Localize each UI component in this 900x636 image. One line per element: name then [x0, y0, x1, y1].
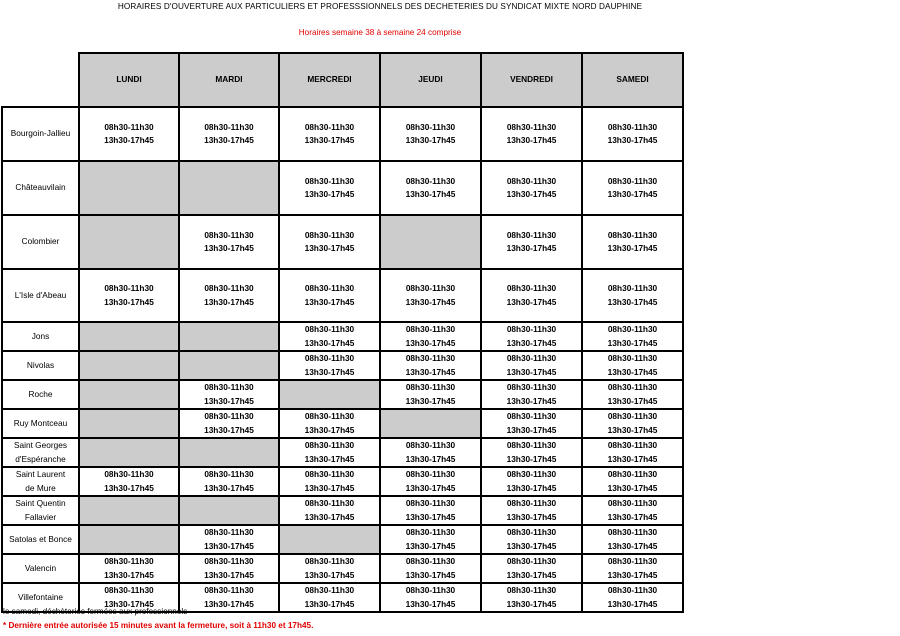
morning-hours: 08h30-11h30: [506, 411, 557, 421]
morning-hours: 08h30-11h30: [405, 324, 456, 334]
afternoon-hours: 13h30-17h45: [204, 482, 254, 493]
afternoon-hours: 13h30-17h45: [405, 366, 456, 377]
saturday-professionals-note: le samedi, déchèteries fermées aux professionnels: [3, 607, 188, 616]
morning-hours: 08h30-11h30: [204, 411, 254, 421]
hours-cell: [481, 467, 582, 496]
morning-hours: 08h30-11h30: [506, 353, 557, 363]
table-row: [2, 215, 683, 269]
site-name-cell: [2, 467, 79, 496]
afternoon-hours: 13h30-17h45: [405, 598, 456, 609]
morning-hours: 08h30-11h30: [405, 469, 456, 479]
site-name-cell: [2, 409, 79, 438]
morning-hours: 08h30-11h30: [204, 283, 254, 293]
morning-hours: 08h30-11h30: [304, 324, 355, 334]
hours-cell: [481, 351, 582, 380]
afternoon-hours: 13h30-17h45: [204, 598, 254, 609]
site-name-line: Ruy Montceau: [13, 417, 68, 428]
site-name-cell: [2, 496, 79, 525]
afternoon-hours: 13h30-17h45: [607, 366, 658, 377]
site-name-cell: [2, 322, 79, 351]
closed-cell: [79, 496, 179, 525]
afternoon-hours: 13h30-17h45: [607, 424, 658, 435]
afternoon-hours: 13h30-17h45: [104, 482, 154, 493]
morning-hours: 08h30-11h30: [104, 556, 154, 566]
morning-hours: 08h30-11h30: [405, 353, 456, 363]
morning-hours: 08h30-11h30: [304, 498, 355, 508]
site-name-line: L'Isle d'Abeau: [14, 289, 67, 300]
afternoon-hours: 13h30-17h45: [607, 189, 658, 199]
afternoon-hours: 13h30-17h45: [405, 395, 456, 406]
site-name-cell: [2, 525, 79, 554]
afternoon-hours: 13h30-17h45: [506, 189, 557, 199]
morning-hours: 08h30-11h30: [304, 121, 355, 132]
morning-hours: 08h30-11h30: [405, 121, 456, 132]
morning-hours: 08h30-11h30: [304, 175, 355, 186]
afternoon-hours: 13h30-17h45: [506, 453, 557, 464]
site-name-line: Fallavier: [24, 511, 57, 522]
closed-cell: [179, 438, 279, 467]
site-name-cell: [2, 215, 79, 269]
hours-cell: [380, 467, 481, 496]
morning-hours: 08h30-11h30: [607, 175, 658, 186]
hours-cell: [179, 583, 279, 612]
afternoon-hours: 13h30-17h45: [607, 540, 658, 551]
site-name-line: Villefontaine: [17, 591, 64, 602]
hours-cell: [179, 380, 279, 409]
hours-cell: [380, 583, 481, 612]
hours-cell: [179, 215, 279, 269]
site-name-line: Saint Quentin: [15, 498, 66, 508]
morning-hours: 08h30-11h30: [506, 283, 557, 293]
hours-cell: [279, 554, 380, 583]
closed-cell: [79, 351, 179, 380]
hours-cell: [481, 496, 582, 525]
morning-hours: 08h30-11h30: [204, 585, 254, 595]
morning-hours: 08h30-11h30: [607, 556, 658, 566]
table-row: [2, 269, 683, 322]
hours-cell: [582, 161, 683, 215]
afternoon-hours: 13h30-17h45: [506, 482, 557, 493]
closed-cell: [279, 525, 380, 554]
morning-hours: 08h30-11h30: [506, 585, 557, 595]
hours-cell: [481, 525, 582, 554]
closed-cell: [79, 215, 179, 269]
hours-cell: [481, 583, 582, 612]
morning-hours: 08h30-11h30: [204, 121, 254, 132]
afternoon-hours: 13h30-17h45: [607, 598, 658, 609]
hours-cell: [279, 467, 380, 496]
hours-cell: [179, 107, 279, 161]
afternoon-hours: 13h30-17h45: [506, 337, 557, 348]
morning-hours: 08h30-11h30: [104, 469, 154, 479]
morning-hours: 08h30-11h30: [204, 229, 254, 240]
morning-hours: 08h30-11h30: [405, 283, 456, 293]
day-header-mardi: MARDI: [179, 53, 279, 107]
site-name-line: Nivolas: [26, 359, 55, 370]
hours-cell: [582, 583, 683, 612]
afternoon-hours: 13h30-17h45: [405, 135, 456, 145]
header-row: [2, 53, 683, 107]
hours-cell: [582, 467, 683, 496]
afternoon-hours: 13h30-17h45: [405, 511, 456, 522]
afternoon-hours: 13h30-17h45: [506, 424, 557, 435]
hours-cell: [481, 269, 582, 322]
site-name-cell: [2, 161, 79, 215]
table-row: [2, 438, 683, 467]
site-name-cell: [2, 380, 79, 409]
afternoon-hours: 13h30-17h45: [405, 337, 456, 348]
hours-cell: [279, 496, 380, 525]
last-entry-note: * Dernière entrée autorisée 15 minutes avant la fermeture, soit à 11h30 et 17h45.: [3, 621, 314, 630]
afternoon-hours: 13h30-17h45: [204, 135, 254, 145]
afternoon-hours: 13h30-17h45: [304, 424, 355, 435]
morning-hours: 08h30-11h30: [304, 411, 355, 421]
afternoon-hours: 13h30-17h45: [104, 135, 154, 145]
hours-cell: [481, 107, 582, 161]
afternoon-hours: 13h30-17h45: [506, 540, 557, 551]
hours-cell: [582, 554, 683, 583]
hours-cell: [79, 467, 179, 496]
afternoon-hours: 13h30-17h45: [304, 135, 355, 145]
morning-hours: 08h30-11h30: [104, 283, 154, 293]
afternoon-hours: 13h30-17h45: [506, 569, 557, 580]
site-name-line: Satolas et Bonce: [9, 533, 72, 544]
hours-cell: [481, 215, 582, 269]
afternoon-hours: 13h30-17h45: [405, 540, 456, 551]
hours-cell: [179, 467, 279, 496]
morning-hours: 08h30-11h30: [204, 469, 254, 479]
day-header-vendredi: VENDREDI: [481, 53, 582, 107]
afternoon-hours: 13h30-17h45: [304, 511, 355, 522]
hours-cell: [481, 380, 582, 409]
site-name-line: Châteauvilain: [15, 182, 66, 193]
day-header-lundi: LUNDI: [79, 53, 179, 107]
morning-hours: 08h30-11h30: [405, 585, 456, 595]
afternoon-hours: 13h30-17h45: [204, 296, 254, 307]
afternoon-hours: 13h30-17h45: [506, 598, 557, 609]
morning-hours: 08h30-11h30: [405, 382, 456, 392]
hours-cell: [582, 107, 683, 161]
hours-cell: [179, 554, 279, 583]
hours-cell: [279, 269, 380, 322]
morning-hours: 08h30-11h30: [104, 121, 154, 132]
afternoon-hours: 13h30-17h45: [607, 511, 658, 522]
morning-hours: 08h30-11h30: [506, 175, 557, 186]
afternoon-hours: 13h30-17h45: [506, 395, 557, 406]
hours-cell: [582, 380, 683, 409]
afternoon-hours: 13h30-17h45: [304, 366, 355, 377]
hours-cell: [481, 554, 582, 583]
morning-hours: 08h30-11h30: [607, 283, 658, 293]
afternoon-hours: 13h30-17h45: [204, 540, 254, 551]
morning-hours: 08h30-11h30: [607, 353, 658, 363]
hours-cell: [380, 322, 481, 351]
morning-hours: 08h30-11h30: [607, 585, 658, 595]
table-row: [2, 496, 683, 525]
morning-hours: 08h30-11h30: [506, 229, 557, 240]
period-subtitle: Horaires semaine 38 à semaine 24 comprise: [298, 28, 462, 37]
afternoon-hours: 13h30-17h45: [405, 189, 456, 199]
morning-hours: 08h30-11h30: [405, 556, 456, 566]
afternoon-hours: 13h30-17h45: [607, 482, 658, 493]
closed-cell: [279, 380, 380, 409]
hours-cell: [582, 351, 683, 380]
hours-cell: [79, 269, 179, 322]
afternoon-hours: 13h30-17h45: [405, 296, 456, 307]
morning-hours: 08h30-11h30: [304, 283, 355, 293]
afternoon-hours: 13h30-17h45: [506, 511, 557, 522]
hours-cell: [582, 409, 683, 438]
hours-cell: [179, 269, 279, 322]
morning-hours: 08h30-11h30: [304, 585, 355, 595]
afternoon-hours: 13h30-17h45: [304, 453, 355, 464]
closed-cell: [179, 351, 279, 380]
closed-cell: [380, 409, 481, 438]
hours-cell: [380, 496, 481, 525]
morning-hours: 08h30-11h30: [304, 353, 355, 363]
afternoon-hours: 13h30-17h45: [405, 569, 456, 580]
afternoon-hours: 13h30-17h45: [607, 243, 658, 253]
table-row: [2, 409, 683, 438]
afternoon-hours: 13h30-17h45: [204, 395, 254, 406]
afternoon-hours: 13h30-17h45: [204, 569, 254, 580]
afternoon-hours: 13h30-17h45: [304, 598, 355, 609]
afternoon-hours: 13h30-17h45: [204, 424, 254, 435]
site-name-line: Jons: [31, 330, 50, 341]
site-name-cell: [2, 351, 79, 380]
morning-hours: 08h30-11h30: [405, 440, 456, 450]
morning-hours: 08h30-11h30: [607, 121, 658, 132]
morning-hours: 08h30-11h30: [506, 527, 557, 537]
table-row: [2, 351, 683, 380]
table-row: [2, 322, 683, 351]
afternoon-hours: 13h30-17h45: [304, 569, 355, 580]
table-row: [2, 380, 683, 409]
hours-cell: [380, 351, 481, 380]
morning-hours: 08h30-11h30: [607, 382, 658, 392]
hours-cell: [279, 409, 380, 438]
closed-cell: [179, 496, 279, 525]
morning-hours: 08h30-11h30: [607, 498, 658, 508]
hours-cell: [582, 438, 683, 467]
morning-hours: 08h30-11h30: [506, 469, 557, 479]
morning-hours: 08h30-11h30: [104, 585, 154, 595]
morning-hours: 08h30-11h30: [607, 527, 658, 537]
hours-cell: [279, 161, 380, 215]
hours-cell: [582, 269, 683, 322]
page-title: HORAIRES D'OUVERTURE AUX PARTICULIERS ET PROFESSSIONNELS DES DECHETERIES DU SYNDICAT MIXTE NORD DAUPHINE: [117, 2, 643, 11]
site-name-line: Saint Laurent: [15, 469, 66, 479]
morning-hours: 08h30-11h30: [607, 469, 658, 479]
hours-cell: [79, 107, 179, 161]
hours-cell: [380, 438, 481, 467]
day-header-jeudi: JEUDI: [380, 53, 481, 107]
morning-hours: 08h30-11h30: [506, 121, 557, 132]
closed-cell: [79, 438, 179, 467]
morning-hours: 08h30-11h30: [607, 411, 658, 421]
morning-hours: 08h30-11h30: [607, 324, 658, 334]
morning-hours: 08h30-11h30: [405, 498, 456, 508]
table-row: [2, 467, 683, 496]
closed-cell: [79, 525, 179, 554]
afternoon-hours: 13h30-17h45: [104, 296, 154, 307]
closed-cell: [79, 380, 179, 409]
afternoon-hours: 13h30-17h45: [405, 453, 456, 464]
morning-hours: 08h30-11h30: [204, 382, 254, 392]
closed-cell: [79, 409, 179, 438]
afternoon-hours: 13h30-17h45: [304, 337, 355, 348]
hours-cell: [481, 161, 582, 215]
afternoon-hours: 13h30-17h45: [104, 569, 154, 580]
morning-hours: 08h30-11h30: [304, 556, 355, 566]
hours-cell: [279, 351, 380, 380]
site-name-cell: [2, 438, 79, 467]
hours-cell: [279, 583, 380, 612]
hours-cell: [380, 380, 481, 409]
afternoon-hours: 13h30-17h45: [607, 395, 658, 406]
afternoon-hours: 13h30-17h45: [405, 482, 456, 493]
hours-cell: [279, 215, 380, 269]
hours-cell: [582, 496, 683, 525]
corner-empty-cell: [2, 53, 79, 107]
site-name-line: Colombier: [21, 236, 60, 247]
morning-hours: 08h30-11h30: [304, 229, 355, 240]
afternoon-hours: 13h30-17h45: [506, 366, 557, 377]
afternoon-hours: 13h30-17h45: [506, 243, 557, 253]
morning-hours: 08h30-11h30: [405, 175, 456, 186]
day-header-mercredi: MERCREDI: [279, 53, 380, 107]
morning-hours: 08h30-11h30: [506, 324, 557, 334]
hours-cell: [481, 322, 582, 351]
hours-cell: [481, 438, 582, 467]
hours-cell: [279, 438, 380, 467]
site-name-line: Roche: [28, 388, 53, 399]
morning-hours: 08h30-11h30: [304, 440, 355, 450]
opening-hours-table: [1, 52, 684, 613]
morning-hours: 08h30-11h30: [506, 556, 557, 566]
table-row: [2, 107, 683, 161]
afternoon-hours: 13h30-17h45: [104, 598, 154, 609]
closed-cell: [179, 322, 279, 351]
hours-cell: [279, 107, 380, 161]
morning-hours: 08h30-11h30: [304, 469, 355, 479]
hours-cell: [380, 554, 481, 583]
site-name-line: Valencin: [24, 562, 57, 573]
morning-hours: 08h30-11h30: [204, 556, 254, 566]
morning-hours: 08h30-11h30: [506, 440, 557, 450]
site-name-cell: [2, 107, 79, 161]
morning-hours: 08h30-11h30: [405, 527, 456, 537]
site-name-line: Bourgoin-Jallieu: [10, 128, 71, 139]
site-name-line: Saint Georges: [13, 440, 68, 450]
hours-cell: [179, 409, 279, 438]
afternoon-hours: 13h30-17h45: [607, 337, 658, 348]
hours-cell: [582, 215, 683, 269]
hours-cell: [79, 554, 179, 583]
hours-cell: [582, 322, 683, 351]
afternoon-hours: 13h30-17h45: [304, 243, 355, 253]
table-row: [2, 161, 683, 215]
morning-hours: 08h30-11h30: [204, 527, 254, 537]
afternoon-hours: 13h30-17h45: [204, 243, 254, 253]
table-row: [2, 554, 683, 583]
site-name-cell: [2, 269, 79, 322]
hours-cell: [481, 409, 582, 438]
closed-cell: [179, 161, 279, 215]
hours-cell: [380, 161, 481, 215]
site-name-cell: [2, 554, 79, 583]
afternoon-hours: 13h30-17h45: [607, 453, 658, 464]
morning-hours: 08h30-11h30: [506, 382, 557, 392]
closed-cell: [79, 161, 179, 215]
afternoon-hours: 13h30-17h45: [304, 482, 355, 493]
hours-cell: [279, 322, 380, 351]
morning-hours: 08h30-11h30: [607, 229, 658, 240]
site-name-line: de Mure: [25, 482, 56, 493]
site-name-line: d'Espéranche: [15, 453, 66, 464]
hours-cell: [380, 107, 481, 161]
morning-hours: 08h30-11h30: [607, 440, 658, 450]
closed-cell: [79, 322, 179, 351]
table-row: [2, 525, 683, 554]
day-header-samedi: SAMEDI: [582, 53, 683, 107]
hours-cell: [380, 269, 481, 322]
afternoon-hours: 13h30-17h45: [607, 569, 658, 580]
afternoon-hours: 13h30-17h45: [607, 135, 658, 145]
morning-hours: 08h30-11h30: [506, 498, 557, 508]
closed-cell: [380, 215, 481, 269]
afternoon-hours: 13h30-17h45: [506, 296, 557, 307]
afternoon-hours: 13h30-17h45: [304, 189, 355, 199]
hours-cell: [179, 525, 279, 554]
afternoon-hours: 13h30-17h45: [506, 135, 557, 145]
hours-cell: [380, 525, 481, 554]
afternoon-hours: 13h30-17h45: [304, 296, 355, 307]
hours-cell: [582, 525, 683, 554]
afternoon-hours: 13h30-17h45: [607, 296, 658, 307]
